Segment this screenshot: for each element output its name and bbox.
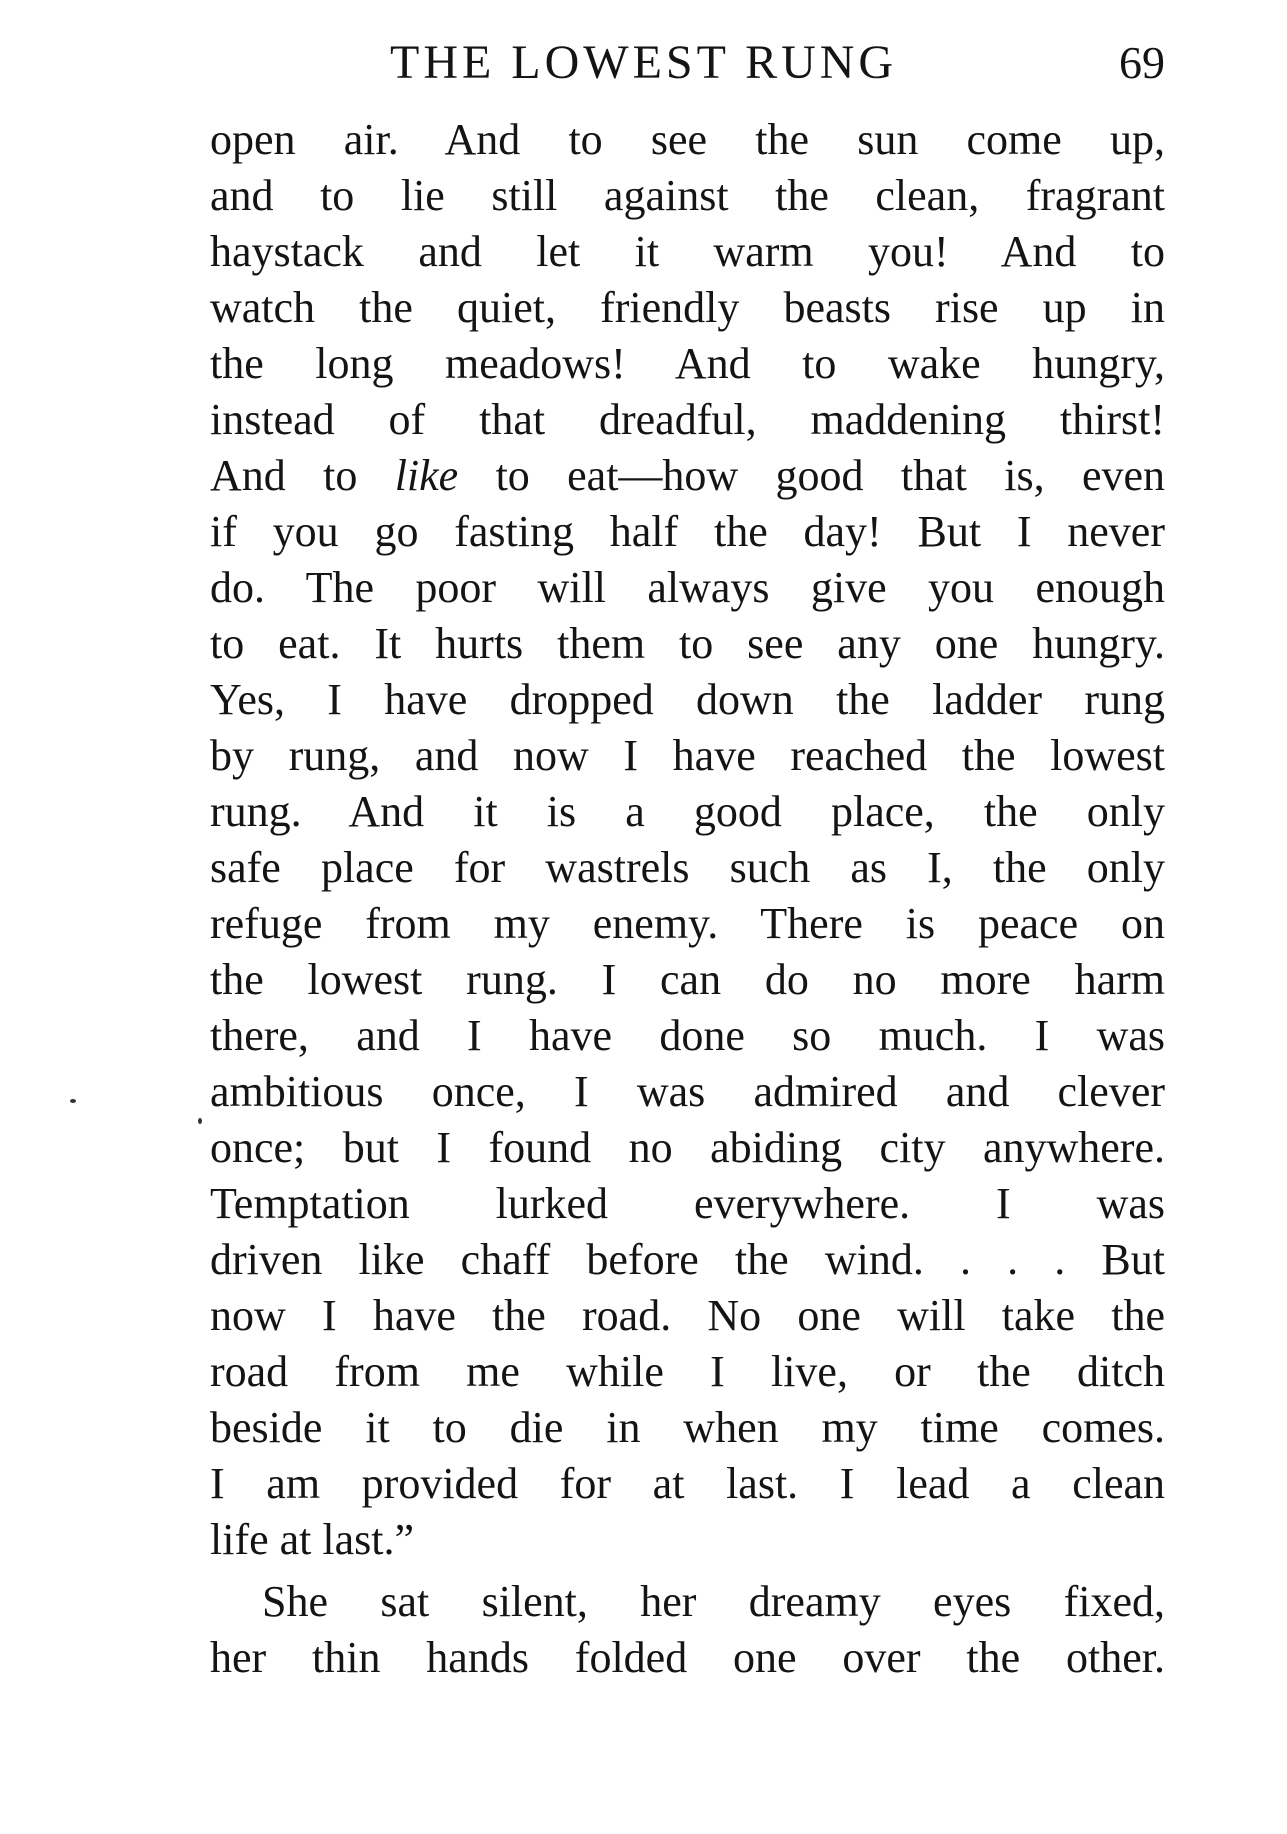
running-title: THE LOWEST RUNG — [390, 36, 898, 89]
body-text — [210, 112, 1165, 1686]
text-line — [210, 448, 1165, 504]
text-line: watch the quiet, friendly beasts rise up in — [210, 283, 1165, 332]
text-line: open air. And to see the sun come up, — [210, 115, 1165, 164]
italic-word: like — [394, 451, 459, 500]
text-line: Temptation lurked everywhere. I was — [210, 1179, 1165, 1228]
text-line: refuge from my enemy. There is peace on — [210, 899, 1165, 948]
text-line: beside it to die in when my time comes. — [210, 1403, 1165, 1452]
text-fragment: to eat—how good that is, even — [458, 451, 1165, 500]
text-line: driven like chaff before the wind. . . . But — [210, 1235, 1165, 1284]
text-line: rung. And it is a good place, the only — [210, 787, 1165, 836]
text-fragment: And to — [210, 451, 395, 500]
text-line: I am provided for at last. I lead a clean — [210, 1459, 1165, 1508]
text-line: her thin hands folded one over the other. — [210, 1633, 1165, 1682]
ink-speck — [198, 1118, 202, 1124]
paragraph — [210, 112, 1165, 1568]
text-line: do. The poor will always give you enough — [210, 563, 1165, 612]
text-line: by rung, and now I have reached the lowest — [210, 731, 1165, 780]
text-line: haystack and let it warm you! And to — [210, 227, 1165, 276]
text-line: the lowest rung. I can do no more harm — [210, 955, 1165, 1004]
page-number: 69 — [1119, 37, 1165, 88]
text-line: and to lie still against the clean, fragrant — [210, 171, 1165, 220]
running-head — [210, 28, 1165, 98]
ink-speck — [70, 1099, 76, 1103]
text-line: now I have the road. No one will take the — [210, 1291, 1165, 1340]
text-line: the long meadows! And to wake hungry, — [210, 339, 1165, 388]
text-line: road from me while I live, or the ditch — [210, 1347, 1165, 1396]
text-line: instead of that dreadful, maddening thirst! — [210, 395, 1165, 444]
text-line: ambitious once, I was admired and clever — [210, 1067, 1165, 1116]
text-line: there, and I have done so much. I was — [210, 1011, 1165, 1060]
text-line: to eat. It hurts them to see any one hungry. — [210, 619, 1165, 668]
paragraph — [210, 1574, 1165, 1686]
text-line: if you go fasting half the day! But I never — [210, 507, 1165, 556]
text-line: once; but I found no abiding city anywhere. — [210, 1123, 1165, 1172]
text-line: safe place for wastrels such as I, the only — [210, 843, 1165, 892]
text-line: life at last.” — [210, 1515, 415, 1564]
text-line: She sat silent, her dreamy eyes fixed, — [262, 1577, 1165, 1626]
text-line: Yes, I have dropped down the ladder rung — [210, 675, 1165, 724]
